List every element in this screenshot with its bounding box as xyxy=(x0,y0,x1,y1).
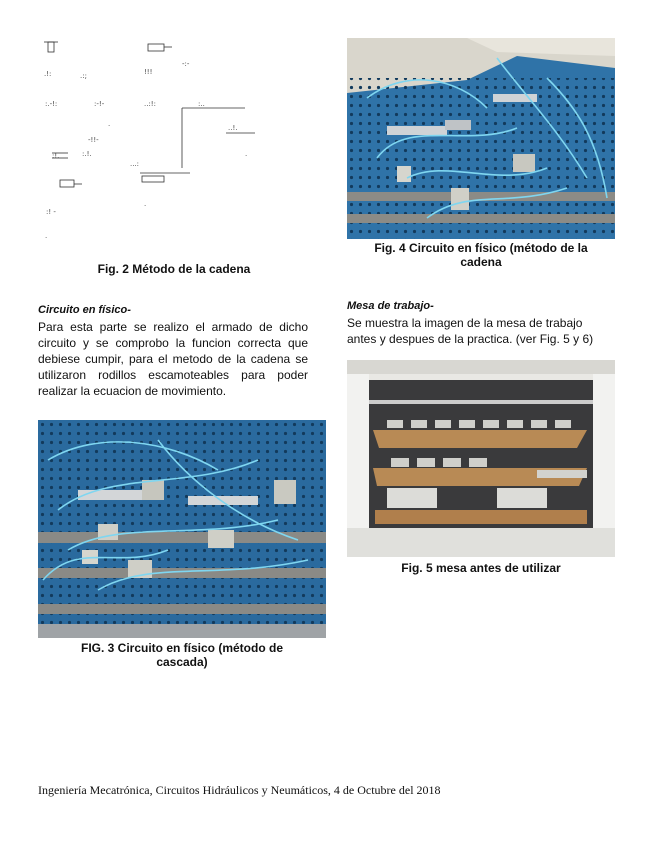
svg-text:..:!:: ..:!: xyxy=(144,100,156,108)
svg-text:!!!: !!! xyxy=(144,68,153,76)
svg-text::! -: :! - xyxy=(46,208,56,216)
svg-text:.: . xyxy=(45,232,48,240)
fig5-caption: Fig. 5 mesa antes de utilizar xyxy=(401,561,561,575)
fig5-photo-svg xyxy=(347,360,615,557)
fig3-photo xyxy=(38,420,326,638)
fig2-caption: Fig. 2 Método de la cadena xyxy=(97,262,251,276)
svg-text::!.: :!. xyxy=(52,152,60,160)
fig2-schematic-svg xyxy=(40,38,290,253)
svg-text::..: :.. xyxy=(198,100,205,108)
circuito-body: Para esta parte se realizo el armado de dicho circuito y se comprobo la funcion correcta que debiese cumpir, para el metodo de la cadena se utilizaron rodillos escamoteables para poder realizar la ecuacion de movimiento. xyxy=(38,320,308,398)
fig4-photo xyxy=(347,38,615,239)
svg-text:.!:: .!: xyxy=(44,70,52,78)
svg-text:...:: ...: xyxy=(130,160,140,168)
svg-text:.: . xyxy=(108,120,111,128)
fig3-photo-svg xyxy=(38,420,326,638)
mesa-body: Se muestra la imagen de la mesa de trabajo antes y despues de la practica. (ver Fig. 5 y 6) xyxy=(347,316,594,346)
fig4-caption: Fig. 4 Circuito en físico (método de la cadena xyxy=(374,241,588,269)
svg-text::.-!:: :.-!: xyxy=(45,100,58,108)
page-footer: Ingeniería Mecatrónica, Circuitos Hidráulicos y Neumáticos, 4 de Octubre del 2018 xyxy=(38,783,441,797)
svg-text:-!!-: -!!- xyxy=(88,136,99,144)
fig2-diagram xyxy=(40,38,290,253)
svg-text:..!.: ..!. xyxy=(228,124,238,132)
mesa-heading: Mesa de trabajo- xyxy=(347,300,434,312)
svg-text:.:;: .:; xyxy=(80,72,87,80)
circuito-heading: Circuito en físico- xyxy=(38,304,131,316)
svg-text::-!-: :-!- xyxy=(94,100,105,108)
svg-text:.: . xyxy=(245,150,248,158)
svg-text:.: . xyxy=(144,200,147,208)
svg-text::.!.: :.!. xyxy=(82,150,92,158)
svg-text:-:-: -:- xyxy=(182,60,190,68)
fig3-caption: FIG. 3 Circuito en físico (método de cascada) xyxy=(80,641,284,669)
fig5-photo xyxy=(347,360,615,557)
fig4-photo-svg xyxy=(347,38,615,239)
